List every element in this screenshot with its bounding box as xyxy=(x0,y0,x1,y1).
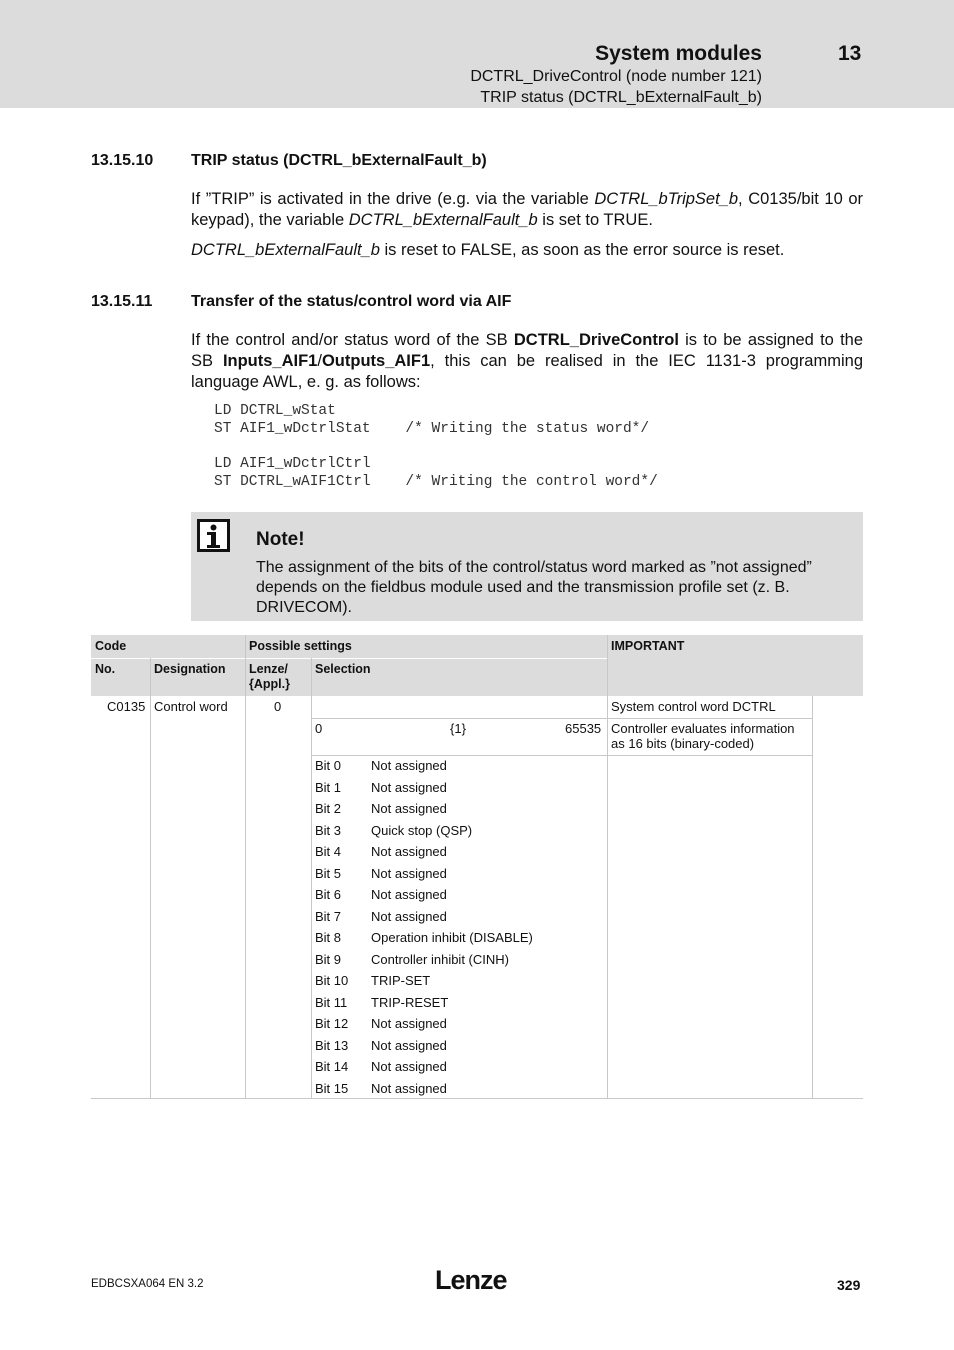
col-header-possible-settings: Possible settings xyxy=(249,639,352,653)
col-header-no: No. xyxy=(95,662,116,676)
info-icon xyxy=(197,519,230,552)
bit-number: Bit 9 xyxy=(315,951,342,967)
bit-description: Controller inhibit (CINH) xyxy=(371,951,509,967)
bit-description: Not assigned xyxy=(371,1037,447,1053)
bit-number: Bit 5 xyxy=(315,865,342,881)
bit-description: Operation inhibit (DISABLE) xyxy=(371,930,533,945)
svg-text:Lenze: Lenze xyxy=(435,1265,507,1295)
bit-number: Bit 10 xyxy=(315,973,349,988)
row-divider xyxy=(312,718,812,719)
bit-description: Not assigned xyxy=(371,1080,447,1096)
table-bottom-rule xyxy=(91,1098,863,1099)
bit-description: Not assigned xyxy=(371,844,447,859)
section-number: 13.15.11 xyxy=(91,293,153,310)
col-header-code: Code xyxy=(95,639,127,653)
lenze-default: 0 xyxy=(274,699,282,714)
note-box xyxy=(191,512,863,621)
important-text: Controller evaluates information as 16 bits (binary-coded) xyxy=(611,721,795,751)
bit-number: Bit 12 xyxy=(315,1016,349,1031)
col-header-designation: Designation xyxy=(154,662,226,676)
paragraph: DCTRL_bExternalFault_b is reset to FALSE, as soon as the error source is reset. xyxy=(191,241,785,259)
paragraph: If ”TRIP” is activated in the drive (e.g. via the variable DCTRL_bTripSet_b, C0135/bit 10 or keypad), the variable DCTRL_bExternalFault_b is set to TRUE. xyxy=(191,190,864,229)
bit-number: Bit 4 xyxy=(315,844,342,859)
code-number: C0135 xyxy=(107,699,146,714)
chapter-number: 13 xyxy=(838,42,862,65)
bit-description: Not assigned xyxy=(371,1059,447,1074)
section-number: 13.15.10 xyxy=(91,152,154,169)
col-header-lenze-appl: Lenze/ {Appl.} xyxy=(249,662,290,691)
table-header-divider xyxy=(91,658,607,659)
selection-min: 0 xyxy=(315,721,323,736)
bit-number: Bit 1 xyxy=(315,779,342,795)
bit-description: Not assigned xyxy=(371,779,447,795)
bit-description: Not assigned xyxy=(371,887,447,902)
bit-number: Bit 6 xyxy=(315,887,342,902)
bit-description: TRIP-SET xyxy=(371,973,431,988)
col-divider xyxy=(607,635,608,1099)
section-title: Transfer of the status/control word via AIF xyxy=(191,293,512,310)
bit-description: TRIP-RESET xyxy=(371,994,449,1010)
selection-step: {1} xyxy=(450,721,466,736)
document-id: EDBCSXA064 EN 3.2 xyxy=(91,1278,204,1290)
col-divider xyxy=(245,635,246,1099)
header-subtitle-1: DCTRL_DriveControl (node number 121) xyxy=(470,68,762,85)
col-header-selection: Selection xyxy=(315,662,371,676)
col-divider xyxy=(812,696,813,1099)
bit-number: Bit 13 xyxy=(315,1037,349,1053)
bit-number: Bit 0 xyxy=(315,758,342,773)
header-title: System modules xyxy=(595,42,762,65)
note-text: The assignment of the bits of the control/status word marked as ”not assigned” depends on the fieldbus module used and the transmission profile set (z. B. DRIVECOM). xyxy=(256,559,812,616)
bit-description: Quick stop (QSP) xyxy=(371,822,473,838)
bit-description: Not assigned xyxy=(371,801,447,816)
bit-description: Not assigned xyxy=(371,865,447,881)
bit-description: Not assigned xyxy=(371,758,447,773)
important-text: System control word DCTRL xyxy=(611,699,776,714)
page-number: 329 xyxy=(837,1277,861,1293)
paragraph: If the control and/or status word of the SB DCTRL_DriveControl is to be assigned to the SB Inputs_AIF1/Outputs_AIF1, this can be realised in the IEC 1131-3 programming language AWL, e. g. as follows: xyxy=(191,331,864,391)
bit-number: Bit 7 xyxy=(315,908,342,924)
section-title: TRIP status (DCTRL_bExternalFault_b) xyxy=(191,152,487,169)
header-subtitle-2: TRIP status (DCTRL_bExternalFault_b) xyxy=(480,89,762,106)
col-divider xyxy=(150,658,151,1099)
col-header-important: IMPORTANT xyxy=(611,639,685,653)
selection-max: 65535 xyxy=(565,721,602,736)
code-designation: Control word xyxy=(154,699,228,714)
code-block: LD DCTRL_wStat ST AIF1_wDctrlStat /* Writing the status word*/ LD AIF1_wDctrlCtrl ST DCTRL_wAIF1Ctrl /* Writing the control word*/ xyxy=(214,403,658,490)
lenze-logo xyxy=(435,1265,515,1295)
bit-description: Not assigned xyxy=(371,908,447,924)
bit-number: Bit 14 xyxy=(315,1059,349,1074)
col-divider xyxy=(311,658,312,1099)
bit-number: Bit 3 xyxy=(315,822,342,838)
page-header xyxy=(0,0,954,108)
bit-number: Bit 8 xyxy=(315,930,342,945)
bit-description: Not assigned xyxy=(371,1016,447,1031)
bit-number: Bit 11 xyxy=(315,994,348,1010)
bit-number: Bit 2 xyxy=(315,801,342,816)
row-divider xyxy=(312,755,812,756)
bit-number: Bit 15 xyxy=(315,1080,349,1096)
note-title: Note! xyxy=(256,529,305,550)
